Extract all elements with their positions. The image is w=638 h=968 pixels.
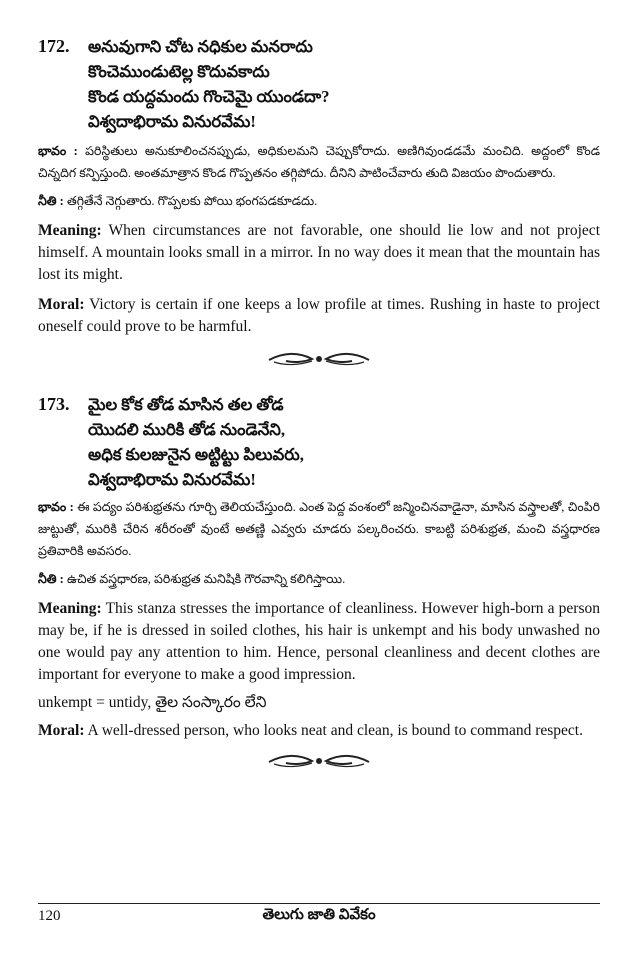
verse-172 [38, 34, 600, 134]
verse-173 [38, 392, 600, 492]
bhavam-text: పరిస్థితులు అనుకూలించనప్పుడు, అధికులమని చెప్పుకోరాదు. అణిగివుండడమే మంచిది. అద్దంలో కొండ చిన్నదిగ కన్పిస్తుంది. అంతమాత్రాన కొండ గొప్పతనం తగ్గిపోదు. దీనిని పాటించేవారు తుది విజయం పొందుతారు. [38, 144, 600, 180]
neeti-label: నీతి : [38, 572, 64, 586]
moral-text: A well-dressed person, who looks neat and clean, is bound to command respect. [87, 722, 583, 739]
neeti-text: తగ్గితేనే నెగ్గుతారు. గొప్పలకు పోయి భంగపడకూడదు. [66, 194, 318, 208]
verse-line: యొదలి మురికి తోడ నుండెనేని, [88, 420, 286, 439]
neeti-label: నీతి : [38, 194, 64, 208]
page-content [38, 34, 600, 776]
ornament-divider [38, 350, 600, 374]
meaning-label: Meaning: [38, 222, 102, 239]
moral-paragraph [38, 720, 600, 742]
moral-label: Moral: [38, 722, 85, 739]
neeti-paragraph [38, 568, 600, 590]
bhavam-label: భావం : [38, 500, 74, 514]
bhavam-text: ఈ పద్యం పరిశుభ్రతను గూర్చి తెలియచేస్తుంది. ఎంత పెద్ద వంశంలో జన్మించినవాడైనా, మాసిన వస్త్రాలతో, చింపిరి జుట్టుతో, మురికి చేరిన శరీరంతో వుంటే అతణ్ణి ఎవ్వరు చూడరు పల్కరించరు. కాబట్టి పరిశుభ్రత, మంచి వస్త్రధారణ ప్రతివారికి అవసరం. [38, 500, 601, 558]
bhavam-paragraph [38, 496, 600, 562]
flourish-icon [264, 752, 374, 770]
moral-paragraph [38, 294, 600, 338]
verse-line: అనువుగాని చోట నధికుల మనరాదు [88, 37, 313, 56]
neeti-paragraph [38, 190, 600, 212]
bhavam-label: భావం : [38, 144, 78, 158]
gloss-line: unkempt = untidy, తైల సంస్కారం లేని [38, 694, 267, 711]
meaning-text: When circumstances are not favorable, one should lie low and not project himself. A mountain looks small in a mirror. In no way does it mean that the mountain has lost its might. [38, 222, 600, 283]
moral-label: Moral: [38, 296, 85, 313]
flourish-icon [264, 350, 374, 368]
meaning-paragraph [38, 598, 600, 686]
verse-number: 173. [38, 394, 70, 414]
neeti-text: ఉచిత వస్త్రధారణ, పరిశుభ్రత మనిషికి గౌరవాన్ని కలిగిస్తాయి. [66, 572, 346, 586]
verse-line: కొండ యద్దమందు గొంచెమై యుండదా? [88, 87, 330, 106]
book-title: తెలుగు జాతి వివేకం [262, 907, 376, 923]
ornament-divider [38, 752, 600, 776]
verse-line: కొంచెముండుటెల్ల కొదువకాదు [88, 62, 270, 81]
page-number: 120 [38, 908, 61, 924]
verse-line: విశ్వదాభిరామ వినురవేమ! [88, 470, 256, 489]
verse-line: విశ్వదాభిరామ వినురవేమ! [88, 112, 256, 131]
moral-text: Victory is certain if one keeps a low profile at times. Rushing in haste to project oneself could prove to be harmful. [38, 296, 600, 335]
verse-line: మైల కోక తోడ మాసిన తల తోడ [88, 395, 284, 414]
meaning-paragraph [38, 220, 600, 286]
meaning-label: Meaning: [38, 600, 102, 617]
bhavam-paragraph [38, 140, 600, 184]
meaning-text: This stanza stresses the importance of cleanliness. However high-born a person may be, if he is dressed in soiled clothes, his hair is unkempt and his body unwashed no one would pay any attention to him. Hence, personal cleanliness and decent clothes are important for everyone to make a good impression. [38, 600, 600, 683]
verse-number: 172. [38, 36, 70, 56]
footer-rule [38, 903, 600, 904]
verse-line: అధిక కులజునైన అట్టిట్టు పిలువరు, [88, 445, 304, 464]
